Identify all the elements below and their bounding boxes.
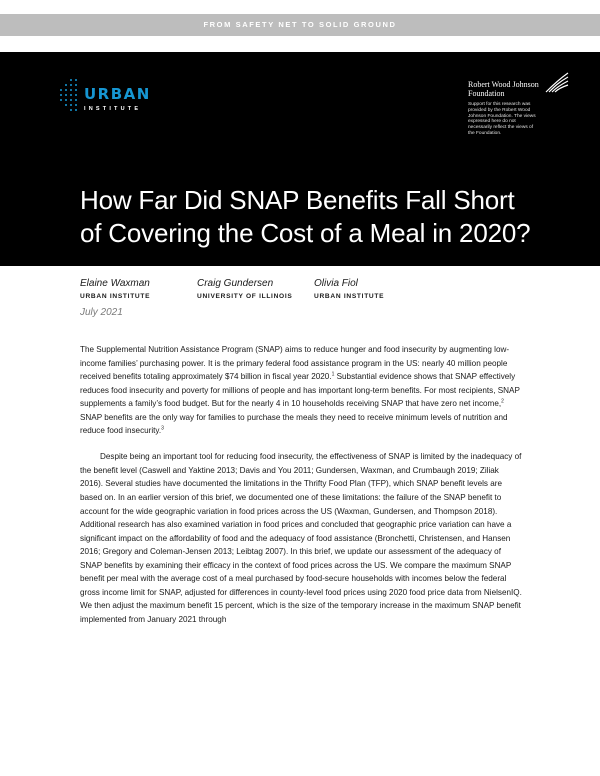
urban-wordmark: URBAN [84, 85, 151, 103]
author-affiliation: URBAN INSTITUTE [314, 293, 385, 300]
paragraph-1-part-2: Substantial evidence shows that SNAP effectively reduces food insecurity and poverty for millions of people and has important long-term benefits. For most recipients, SNAP supplements a family’s food budget. But for the nearly 4 in 10 households receiving SNAP that have zero net income, [80, 372, 520, 409]
author-1 [80, 278, 150, 300]
series-label: FROM SAFETY NET TO SOLID GROUND [203, 20, 397, 29]
footnote-ref-2[interactable]: 2 [501, 398, 504, 405]
author-list [80, 278, 560, 308]
author-name: Craig Gundersen [197, 278, 274, 289]
page-title [80, 184, 580, 250]
series-banner [0, 14, 600, 36]
author-2 [197, 278, 293, 300]
paragraph-2: Despite being an important tool for reducing food insecurity, the effectiveness of SNAP is limited by the inadequacy of the benefit level (Caswell and Yaktine 2013; Davis and You 2011; Gundersen, Waxman, and Crumbaugh 2019; Ziliak 2016). Several studies have documented the limitations in the Thrifty Food Plan (TFP), which SNAP benefit levels are based on. In an earlier version of this brief, we documented one of these limitations: the failure of the SNAP benefit to account for the wide geographic variation in food prices across the US (Waxman, Gundersen, and Thompson 2018). Additional research has also examined variation in food prices and concluded that geographic price variation can have a significant impact on the affordability of food and the adequacy of food assistance (Bronchetti, Christensen, and Hansen 2016; Gregory and Coleman-Jensen 2013; Leibtag 2007). In this brief, we update our assessment of the adequacy of SNAP benefits by examining their efficacy in the context of food prices across the US. We compare the maximum SNAP benefit per meal with the average cost of a meal purchased by food-secure households with incomes below the federal gross income limit for SNAP, adjusted for differences in county-level food prices using 2020 food price data from NielsenIQ. We then adjust the maximum benefit 15 percent, which is the size of the temporary increase in the maximum SNAP benefit implemented from January 2021 through [80, 452, 522, 624]
title-line-2: of Covering the Cost of a Meal in 2020? [80, 218, 531, 248]
hero-banner [0, 52, 600, 266]
author-name: Elaine Waxman [80, 278, 150, 289]
author-3 [314, 278, 384, 300]
funding-note: Support for this research was provided by the Robert Wood Johnson Foundation. The views expressed here do not necessarily reflect the views of the Foundation. [468, 102, 536, 136]
rwjf-name-line2: Foundation [468, 89, 505, 98]
urban-dots-icon [58, 79, 80, 113]
rwjf-wing-icon [544, 72, 570, 94]
footnote-ref-3[interactable]: 3 [161, 425, 164, 432]
author-name: Olivia Fiol [314, 278, 358, 289]
publication-date: July 2021 [80, 307, 123, 318]
body-text [80, 343, 523, 639]
paragraph-1-part-3: SNAP benefits are the only way for families to purchase the meals they need to receive minimum levels of nutrition and reduce food insecurity. [80, 412, 508, 436]
title-line-1: How Far Did SNAP Benefits Fall Short [80, 185, 515, 215]
author-affiliation: URBAN INSTITUTE [80, 293, 151, 300]
footnote-ref-1[interactable]: 1 [331, 371, 335, 378]
rwjf-name-line1: Robert Wood Johnson [468, 80, 539, 89]
paragraph-1 [80, 343, 523, 438]
rwjf-logo [468, 80, 583, 137]
author-affiliation: UNIVERSITY OF ILLINOIS [197, 293, 293, 300]
institute-wordmark: INSTITUTE [84, 106, 142, 112]
paragraph-1-part-1: The Supplemental Nutrition Assistance Program (SNAP) aims to reduce hunger and food insecurity by augmenting low-income families’ purchasing power. It is the primary federal food assistance program in the US: nearly 40 million people received benefits totaling approximately $74 billion in fiscal year 2020. [80, 345, 510, 382]
urban-institute-logo [58, 79, 168, 119]
